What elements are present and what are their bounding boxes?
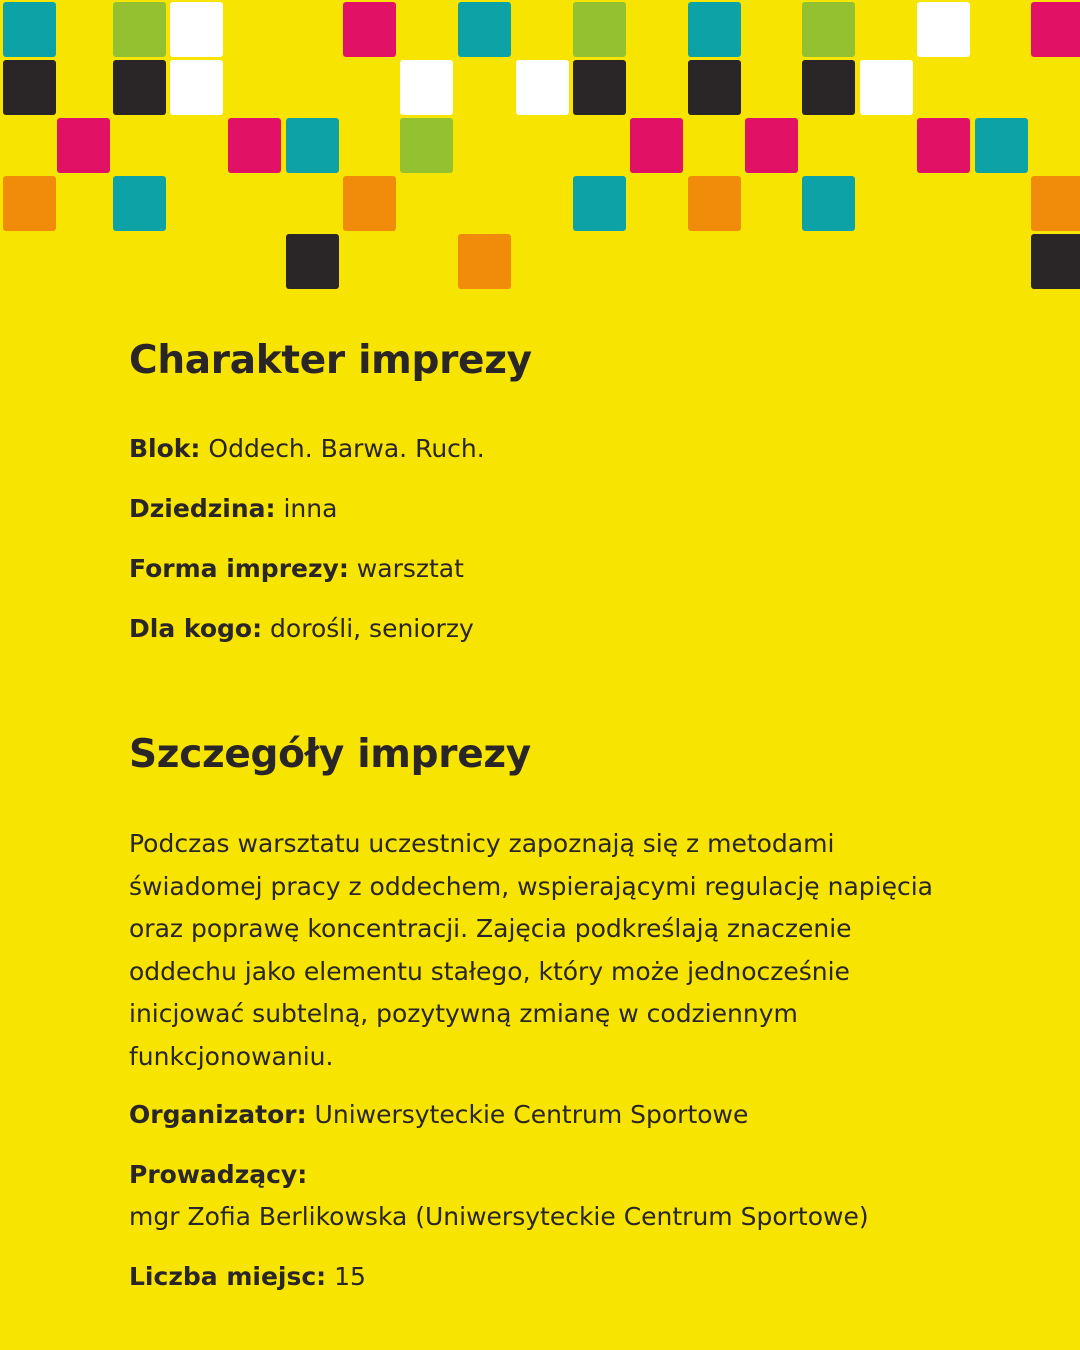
- pattern-tile: [688, 176, 741, 231]
- pattern-tile: [400, 118, 453, 173]
- pattern-tile: [286, 234, 339, 289]
- field-label: Prowadzący:: [129, 1160, 308, 1189]
- pixel-pattern-decoration: [0, 0, 1080, 300]
- field-block: [129, 434, 485, 464]
- pattern-tile: [917, 118, 970, 173]
- field-value: Uniwersyteckie Centrum Sportowe: [314, 1100, 749, 1129]
- event-description: [129, 823, 999, 1078]
- pattern-tile: [1031, 176, 1080, 231]
- pattern-tile: [917, 2, 970, 57]
- field-value: inna: [283, 494, 338, 523]
- pattern-tile: [286, 118, 339, 173]
- pattern-tile: [113, 2, 166, 57]
- pattern-tile: [516, 60, 569, 115]
- field-leader-label: [129, 1160, 307, 1190]
- field-organizer: [129, 1100, 748, 1130]
- pattern-tile: [170, 60, 223, 115]
- description-line: oraz poprawę koncentracji. Zajęcia podkreślają znaczenie: [129, 914, 852, 943]
- pattern-tile: [343, 2, 396, 57]
- field-domain: [129, 494, 337, 524]
- pattern-tile: [3, 60, 56, 115]
- pattern-tile: [3, 2, 56, 57]
- pattern-tile: [573, 60, 626, 115]
- field-label: Dla kogo:: [129, 614, 263, 643]
- field-audience: [129, 614, 474, 644]
- pattern-tile: [802, 60, 855, 115]
- section-title-character: Charakter imprezy: [129, 338, 532, 383]
- field-label: Blok:: [129, 434, 201, 463]
- pattern-tile: [802, 2, 855, 57]
- pattern-tile: [57, 118, 110, 173]
- description-line: Podczas warsztatu uczestnicy zapoznają się z metodami: [129, 829, 835, 858]
- field-leader-value: [129, 1202, 869, 1232]
- pattern-tile: [458, 234, 511, 289]
- pattern-tile: [343, 176, 396, 231]
- field-value: warsztat: [356, 554, 464, 583]
- section-title-details: Szczegóły imprezy: [129, 732, 531, 777]
- pattern-tile: [458, 2, 511, 57]
- field-seats: [129, 1262, 366, 1292]
- field-value: 15: [334, 1262, 366, 1291]
- field-label: Dziedzina:: [129, 494, 276, 523]
- pattern-tile: [228, 118, 281, 173]
- pattern-tile: [745, 118, 798, 173]
- pattern-tile: [802, 176, 855, 231]
- pattern-tile: [630, 118, 683, 173]
- field-label: Forma imprezy:: [129, 554, 349, 583]
- pattern-tile: [1031, 234, 1080, 289]
- pattern-tile: [170, 2, 223, 57]
- field-form: [129, 554, 464, 584]
- pattern-tile: [860, 60, 913, 115]
- description-line: oddechu jako elementu stałego, który może jednocześnie: [129, 956, 850, 986]
- field-label: Liczba miejsc:: [129, 1262, 327, 1291]
- field-value: dorośli, seniorzy: [270, 614, 474, 643]
- pattern-tile: [113, 176, 166, 231]
- pattern-tile: [573, 176, 626, 231]
- description-line: inicjować subtelną, pozytywną zmianę w codziennym: [129, 999, 798, 1028]
- pattern-tile: [573, 2, 626, 57]
- pattern-tile: [975, 118, 1028, 173]
- pattern-tile: [1031, 2, 1080, 57]
- pattern-tile: [688, 2, 741, 57]
- field-value: Oddech. Barwa. Ruch.: [208, 434, 485, 463]
- pattern-tile: [113, 60, 166, 115]
- description-line: funkcjonowaniu.: [129, 1041, 334, 1071]
- description-line: świadomej pracy z oddechem, wspierającymi regulację napięcia: [129, 871, 933, 901]
- pattern-tile: [3, 176, 56, 231]
- field-value: mgr Zofia Berlikowska (Uniwersyteckie Centrum Sportowe): [129, 1202, 869, 1231]
- pattern-tile: [688, 60, 741, 115]
- field-label: Organizator:: [129, 1100, 307, 1129]
- pattern-tile: [400, 60, 453, 115]
